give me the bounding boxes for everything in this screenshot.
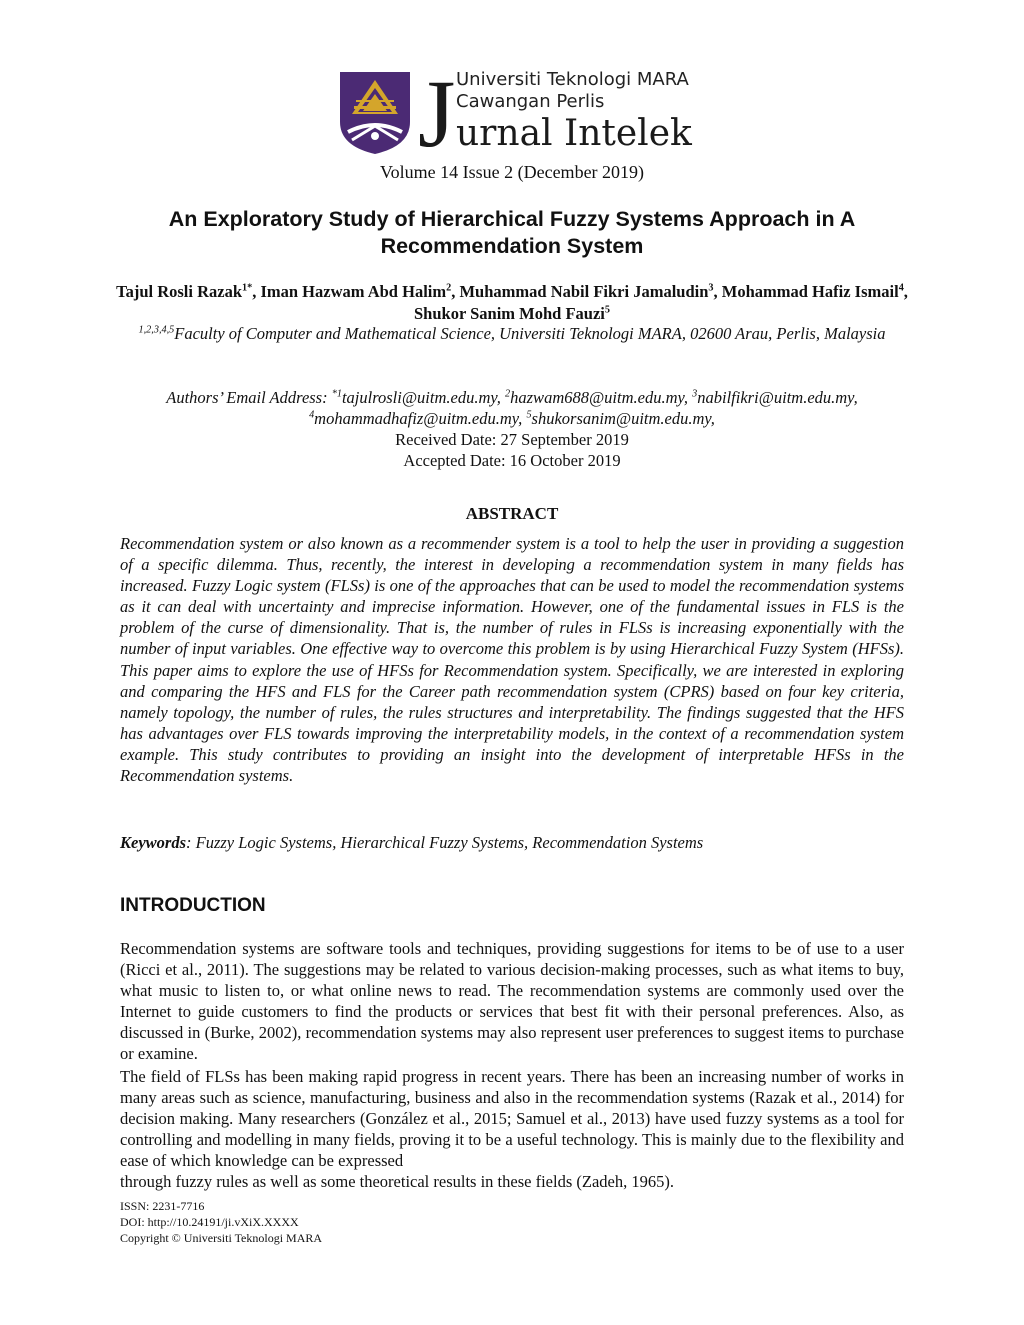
author-list bbox=[112, 281, 912, 325]
email-sup: 4 bbox=[309, 409, 315, 421]
author-name: Mohammad Hafiz Ismail bbox=[721, 282, 899, 301]
email-text: tajulrosli@uitm.edu.my, bbox=[341, 388, 506, 407]
author bbox=[414, 304, 610, 323]
introduction-paragraph-2-text: The field of FLSs has been making rapid progress in recent years. There has been an increasing number of works in many areas such as science, manufacturing, business and also in the recommendation systems (Razak et al., 2014) for decision making. Many researchers (González et al., 2015; Samuel et al., 2013) have used fuzzy systems as a tool for controlling and modelling in many fields, proving it to be a useful technology. This is mainly due to the flexibility and ease of which knowledge can be expressed bbox=[120, 1067, 904, 1171]
author bbox=[459, 282, 721, 301]
email-item[interactable] bbox=[332, 388, 505, 407]
email-text: nabilfikri@uitm.edu.my, bbox=[697, 388, 858, 407]
introduction-paragraph-1: Recommendation systems are software tools and techniques, providing suggestions for items to be of use to a user (Ricci et al., 2011). The suggestions may be related to various decision-making processes, such as what items to buy, what music to listen to, or what online news to read. The recommendation systems are commonly used over the Internet to guide customers to find the products or services that best fit with their personal preferences. Also, as discussed in (Burke, 2002), recommendation systems may also represent user preferences to suggest items to purchase or examine. bbox=[120, 939, 904, 1064]
email-text: mohammadhafiz@uitm.edu.my, bbox=[314, 409, 527, 428]
abstract-heading: ABSTRACT bbox=[465, 504, 559, 523]
logo-campus: Cawangan Perlis bbox=[456, 91, 605, 112]
email-item[interactable] bbox=[505, 388, 692, 407]
abstract-body: Recommendation system or also known as a recommender system is a tool to help the user in providing a suggestion of a specific dilemma. Thus, recently, the interest in developing a recommendation system in many fields has increased. Fuzzy Logic system (FLSs) is one of the approaches that can be used to model the recommendation systems as it can deal with uncertainty and imprecise information. However, one of the fundamental issues in FLS is the problem of the curse of dimensionality. That is, the number of rules in FLSs is increasing exponentially with the number of input variables. One effective way to overcome this problem is by using Hierarchical Fuzzy System (HFSs). This paper aims to explore the use of HFSs for Recommendation system. Specifically, we are interested in exploring and comparing the HFS and FLS for the Career path recommendation system (CPRS) based on four key criteria, namely topology, the number of rules, the rules structures and interpretability. The findings suggested that the HFS has advantages over FLS towards improving the interpretability models, in the context of a recommendation system example. This study contributes to providing an insight into the development of interpretable HFSs in the Recommendation systems. bbox=[120, 534, 904, 786]
author-affil-sup: 4 bbox=[898, 282, 904, 294]
keywords bbox=[120, 832, 904, 854]
author-affil-sup: 1* bbox=[242, 282, 253, 294]
keywords-label: Keywords bbox=[120, 833, 186, 852]
author bbox=[260, 282, 459, 301]
author-sep: , bbox=[252, 282, 261, 301]
footer-issn: ISSN: 2231-7716 bbox=[120, 1199, 205, 1213]
author-affil-sup: 5 bbox=[604, 304, 610, 316]
author-name: Shukor Sanim Mohd Fauzi bbox=[414, 304, 605, 323]
author-sep: , bbox=[713, 282, 722, 301]
page-footer bbox=[120, 1198, 322, 1246]
introduction-paragraph-2-last-line: through fuzzy rules as well as some theoretical results in these fields (Zadeh, 1965). bbox=[120, 1172, 674, 1192]
emails-label: Authors’ Email Address: bbox=[166, 388, 332, 407]
journal-logo bbox=[338, 60, 698, 167]
uitm-crest-icon bbox=[338, 70, 412, 156]
author bbox=[722, 282, 908, 301]
author-affil-sup: 3 bbox=[708, 282, 714, 294]
logo-journal-name: urnal Intelek bbox=[456, 113, 692, 154]
email-text: hazwam688@uitm.edu.my, bbox=[510, 388, 693, 407]
email-sup: 2 bbox=[505, 388, 511, 400]
author-name: Muhammad Nabil Fikri Jamaludin bbox=[459, 282, 709, 301]
author-name: Iman Hazwam Abd Halim bbox=[260, 282, 447, 301]
logo-university: Universiti Teknologi MARA bbox=[456, 69, 689, 90]
introduction-paragraph-2 bbox=[120, 1066, 904, 1193]
email-text: shukorsanim@uitm.edu.my, bbox=[531, 409, 715, 428]
author-affil-sup: 2 bbox=[446, 282, 452, 294]
email-sup: 3 bbox=[692, 388, 698, 400]
footer-copyright: Copyright © Universiti Teknologi MARA bbox=[120, 1231, 323, 1245]
introduction-heading: INTRODUCTION bbox=[120, 895, 266, 916]
footer-doi[interactable]: DOI: http://10.24191/ji.vXiX.XXXX bbox=[120, 1215, 299, 1229]
affiliation bbox=[112, 323, 912, 345]
author bbox=[116, 282, 260, 301]
email-item[interactable] bbox=[526, 409, 715, 428]
paper-title: An Exploratory Study of Hierarchical Fuzzy Systems Approach in A Recommendation System bbox=[168, 207, 856, 258]
affiliation-text: Faculty of Computer and Mathematical Science, Universiti Teknologi MARA, 02600 Arau, Perlis, Malaysia bbox=[174, 324, 886, 343]
email-sup: *1 bbox=[331, 388, 342, 400]
author-sep: , bbox=[903, 282, 908, 301]
volume-issue: Volume 14 Issue 2 (December 2019) bbox=[379, 162, 645, 182]
email-sup: 5 bbox=[526, 409, 532, 421]
received-date: Received Date: 27 September 2019 bbox=[395, 430, 629, 449]
keywords-text: : Fuzzy Logic Systems, Hierarchical Fuzzy Systems, Recommendation Systems bbox=[186, 833, 704, 852]
submission-dates bbox=[0, 429, 1024, 471]
logo-j-letter: J bbox=[418, 60, 456, 167]
email-item[interactable] bbox=[692, 388, 858, 407]
author-name: Tajul Rosli Razak bbox=[116, 282, 242, 301]
email-item[interactable] bbox=[309, 409, 526, 428]
author-emails bbox=[104, 387, 920, 429]
author-sep: , bbox=[451, 282, 460, 301]
affiliation-sup: 1,2,3,4,5 bbox=[138, 324, 175, 336]
accepted-date: Accepted Date: 16 October 2019 bbox=[403, 451, 621, 470]
